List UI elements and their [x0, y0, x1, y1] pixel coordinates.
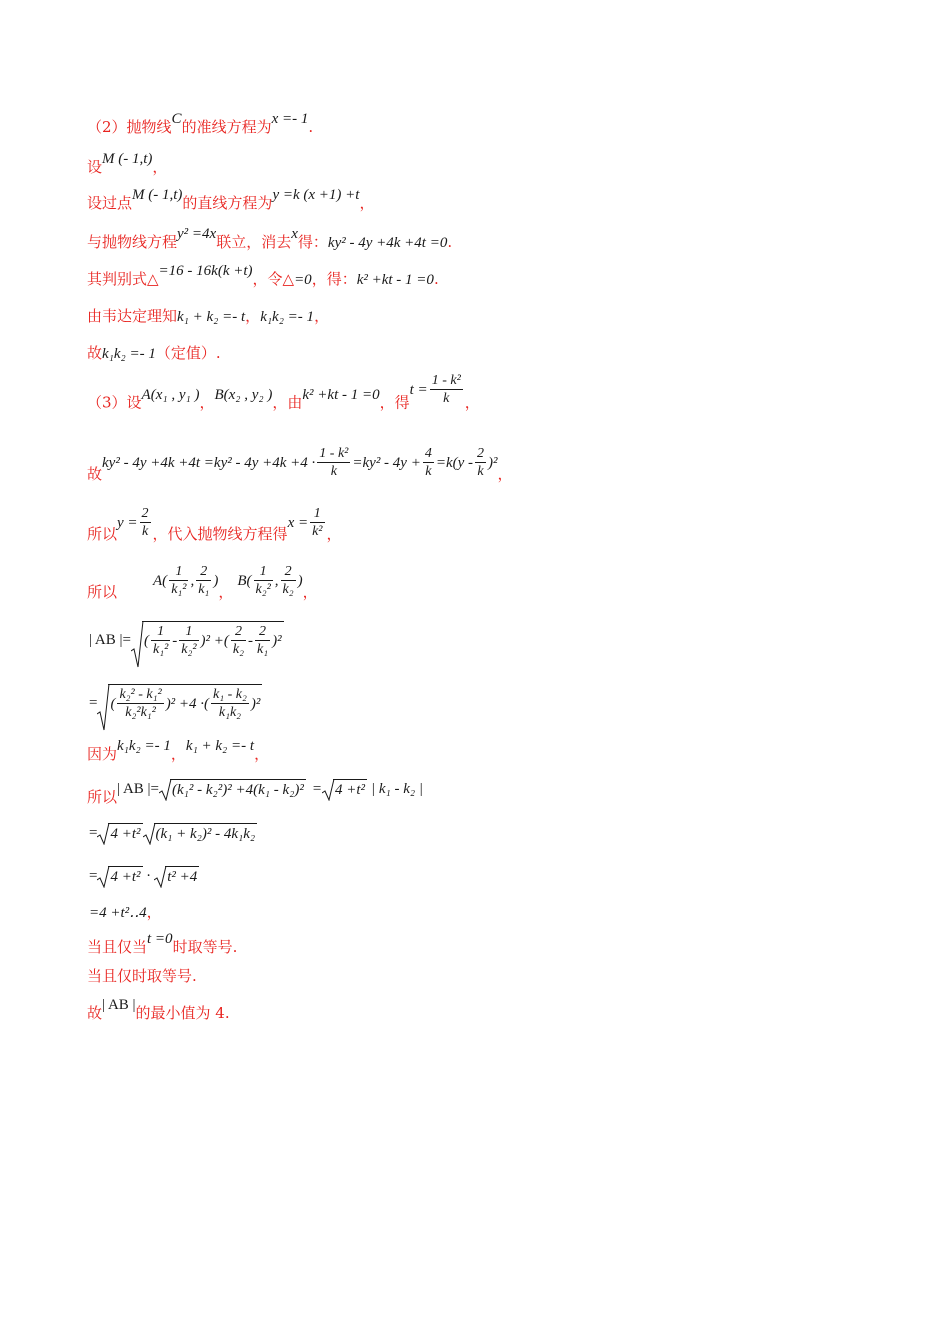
radicand: t² +4	[165, 866, 199, 886]
line-line-equation	[87, 187, 375, 213]
math: | AB |=	[117, 781, 159, 797]
numerator: 1	[254, 563, 273, 581]
radical-sign	[159, 779, 173, 801]
math: )² +4 ·(	[165, 695, 210, 712]
math: ky² - 4y +4k +4t =0	[327, 235, 448, 251]
fraction	[117, 686, 163, 721]
line-set-m	[87, 151, 168, 177]
line-ab-distance	[89, 621, 284, 658]
fraction	[196, 563, 211, 598]
numerator: 1	[169, 563, 188, 581]
math: t =0	[147, 931, 173, 947]
math: =16 - 16k(k +t)	[158, 263, 253, 279]
fraction	[151, 623, 170, 658]
text: 设	[87, 158, 103, 176]
text: 所以	[87, 524, 118, 543]
radical-sign	[97, 866, 111, 888]
sqrt	[97, 684, 262, 721]
sqrt	[322, 779, 367, 799]
line-part2-directrix	[87, 111, 314, 137]
fraction	[211, 686, 249, 721]
numerator: 2	[281, 563, 296, 581]
line-y-value	[87, 505, 342, 543]
math: ,	[274, 572, 279, 589]
math: ,	[190, 572, 195, 589]
fraction	[231, 623, 246, 658]
numerator: k₂² - k₁²	[119, 687, 162, 702]
text: 与抛物线方程	[87, 233, 178, 251]
line-conclusion	[87, 997, 230, 1023]
numerator: 2	[255, 623, 270, 641]
math: =	[89, 868, 98, 884]
fraction	[430, 372, 463, 407]
math: C	[171, 111, 182, 127]
fraction	[140, 505, 151, 540]
text: 故	[87, 344, 103, 362]
numerator: 1	[310, 505, 324, 523]
text: ，得	[379, 393, 410, 412]
text: ，	[245, 307, 261, 325]
denominator: k	[477, 464, 484, 479]
math: x	[291, 226, 298, 242]
radical-sign	[154, 866, 168, 888]
sqrt	[154, 866, 199, 886]
radical-sign	[97, 823, 111, 845]
denominator: k²	[312, 524, 323, 539]
math: ·	[146, 868, 151, 884]
text: （定值）.	[155, 344, 221, 362]
math: k₁ + k₂ =- t	[185, 738, 255, 754]
text: 其判别式△	[87, 270, 159, 288]
numerator: 2	[141, 506, 149, 521]
text: 的准线方程为	[181, 118, 272, 136]
math: M (- 1,t)	[132, 187, 183, 203]
line-points-ab	[87, 563, 318, 601]
text: 所以	[87, 788, 118, 806]
radicand: 4 +t²	[333, 779, 367, 799]
fraction	[179, 623, 198, 658]
sqrt	[131, 621, 284, 658]
math: k₁k₂ =- 1	[260, 309, 315, 325]
radical-sign	[143, 823, 157, 845]
denominator: k₁	[257, 642, 269, 657]
math: (	[110, 695, 116, 712]
math: -	[172, 632, 178, 649]
math: =4 +t²‥4	[89, 905, 147, 921]
numerator: 2	[231, 623, 246, 641]
denominator: k₂²	[255, 582, 271, 597]
math: | AB |=	[89, 631, 131, 648]
radicand: 4 +t²	[108, 866, 142, 886]
numerator: 2	[196, 563, 211, 581]
line-discriminant	[87, 263, 439, 289]
math: y =k (x +1) +t	[272, 187, 360, 203]
text: 故	[87, 464, 103, 483]
math: y =	[117, 514, 138, 531]
math: ky² - 4y +4k +4t =ky² - 4y +4k +4 ·	[102, 454, 316, 471]
text: 由韦达定理知	[87, 307, 178, 325]
math: )	[297, 572, 303, 589]
fraction	[475, 445, 486, 480]
text: 的直线方程为	[182, 194, 273, 212]
numerator: 1 - k²	[431, 373, 461, 388]
denominator: k	[330, 464, 337, 479]
math: =0	[294, 272, 312, 288]
text: .	[308, 118, 314, 136]
line-part3-points	[87, 373, 480, 421]
line-complete-square	[87, 445, 513, 483]
math: k² +kt - 1 =0	[302, 386, 380, 403]
math: )	[213, 572, 219, 589]
math: -	[248, 632, 253, 649]
denominator: k	[443, 391, 450, 406]
radical-sign	[322, 779, 336, 801]
numerator: 1 - k²	[319, 446, 349, 461]
math: )²	[272, 632, 282, 649]
math: B(x₂ , y₂ )	[214, 386, 273, 403]
text: ，	[497, 464, 513, 483]
math: | k₁ - k₂ |	[371, 781, 423, 797]
text: 因为	[87, 745, 118, 763]
sqrt	[159, 779, 306, 799]
math: x =	[287, 514, 309, 531]
text: ，	[170, 745, 186, 763]
math: =ky² - 4y +	[352, 454, 421, 471]
text: （3）设	[87, 393, 142, 412]
text: ，	[254, 745, 270, 763]
text: 的最小值为 4.	[135, 1004, 230, 1022]
text: ，令△	[252, 270, 295, 288]
line-step-3	[89, 903, 162, 922]
math: =	[89, 694, 98, 711]
math: =k(y -	[435, 454, 474, 471]
sqrt	[143, 823, 258, 843]
numerator: 4	[424, 446, 432, 461]
denominator: k₁²	[152, 642, 169, 657]
text: 当且仅时取等号.	[87, 967, 197, 985]
text: ，由	[272, 393, 303, 412]
math: | AB |	[102, 997, 136, 1013]
text: ，	[464, 393, 480, 412]
text: ，	[152, 158, 168, 176]
text: （2）抛物线	[87, 118, 172, 136]
math: x =- 1	[271, 111, 309, 127]
text: ，	[146, 903, 162, 921]
math: =	[311, 781, 322, 797]
numerator: 1	[151, 623, 170, 641]
fraction	[169, 563, 188, 598]
sqrt	[97, 866, 142, 886]
radicand	[108, 684, 262, 721]
radicand: (k₁ + k₂)² - 4k₁k₂	[154, 823, 258, 843]
sqrt	[97, 823, 142, 843]
line-equality-repeat	[87, 967, 197, 985]
text: 得：	[297, 233, 328, 251]
fraction	[255, 623, 270, 658]
text: ，	[314, 307, 330, 325]
radical-sign	[97, 684, 111, 732]
denominator: k₂	[232, 642, 244, 657]
math: (	[143, 632, 149, 649]
denominator: k₁²	[171, 582, 187, 597]
math: k₁k₂ =- 1	[117, 738, 171, 754]
text: ，得：	[311, 270, 357, 288]
radicand: (k₁² - k₂²)² +4(k₁ - k₂)²	[170, 779, 306, 799]
fraction	[281, 563, 296, 598]
radicand	[142, 621, 284, 658]
text: ，	[199, 393, 215, 412]
fraction	[254, 563, 273, 598]
math: )² +(	[200, 632, 229, 649]
denominator: k₁k₂	[218, 705, 242, 720]
line-step-2	[89, 866, 199, 886]
numerator: 2	[477, 446, 485, 461]
math: )²	[250, 695, 261, 712]
radical-sign	[131, 621, 145, 669]
text: 时取等号.	[172, 938, 238, 956]
math: A(	[153, 572, 168, 589]
line-product-constant	[87, 344, 221, 363]
line-simultaneous	[87, 226, 453, 252]
math: k² +kt - 1 =0	[356, 272, 434, 288]
line-step-1	[89, 823, 257, 843]
text: .	[447, 233, 453, 251]
text: ，	[326, 524, 342, 543]
math: B(	[237, 572, 252, 589]
math: t =	[409, 381, 428, 398]
fraction	[310, 505, 324, 540]
text: 设过点	[87, 194, 133, 212]
line-ab-expanded	[89, 684, 262, 721]
text: 联立，消去	[216, 233, 292, 251]
numerator: k₁ - k₂	[213, 687, 247, 702]
fraction	[317, 445, 350, 480]
math: =	[89, 825, 98, 841]
denominator: k₂²k₁²	[125, 705, 156, 720]
denominator: k	[141, 524, 149, 539]
line-ab-simplified	[87, 781, 423, 808]
line-because	[87, 738, 270, 764]
numerator: 1	[179, 623, 198, 641]
fraction	[423, 445, 434, 480]
text: ，代入抛物线方程得	[152, 524, 288, 543]
text: .	[433, 270, 439, 288]
text: 所以	[87, 582, 118, 601]
text: ，	[302, 582, 318, 601]
denominator: k	[425, 464, 432, 479]
math: y² =4x	[177, 226, 217, 242]
math: k₁k₂ =- 1	[102, 346, 156, 362]
math: k₁ + k₂ =- t	[177, 309, 246, 325]
text: ，	[359, 194, 375, 212]
denominator: k₁	[198, 582, 210, 597]
line-vieta	[87, 307, 329, 326]
math: M (- 1,t)	[102, 151, 153, 167]
math: )²	[488, 454, 498, 471]
text: ，	[218, 582, 234, 601]
radicand: 4 +t²	[108, 823, 142, 843]
denominator: k₂	[282, 582, 294, 597]
math: A(x₁ , y₁ )	[141, 386, 200, 403]
text: 当且仅当	[87, 938, 148, 956]
denominator: k₂²	[181, 642, 197, 657]
line-equality-condition	[87, 931, 238, 957]
text: 故	[87, 1004, 103, 1022]
